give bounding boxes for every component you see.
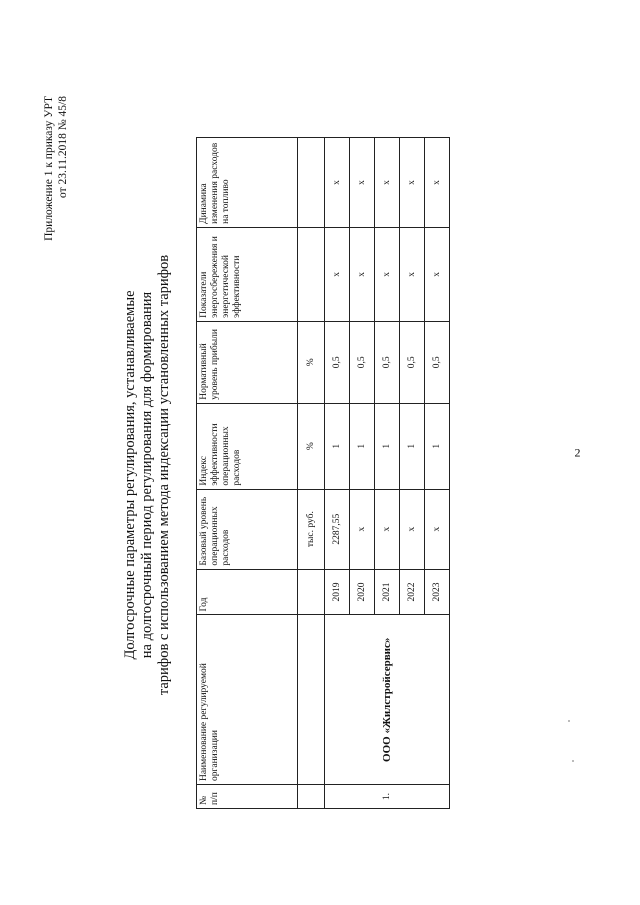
row-number-cell: 1. bbox=[325, 785, 450, 809]
header-year: Год bbox=[197, 569, 298, 615]
appendix-note bbox=[42, 96, 70, 241]
efficiency-index-cell: 1 bbox=[350, 403, 375, 489]
profit-level-cell: 0,5 bbox=[325, 321, 350, 403]
header-efficiency-index: Индекс эффективности операционных расходов bbox=[197, 403, 298, 489]
units-cell bbox=[298, 227, 325, 321]
energy-indicators-cell: х bbox=[425, 227, 450, 321]
year-cell: 2019 bbox=[325, 569, 350, 615]
parameters-table bbox=[196, 137, 450, 809]
appendix-line-1: Приложение 1 к приказу УРТ bbox=[43, 96, 55, 241]
units-cell bbox=[298, 615, 325, 785]
fuel-dynamics-cell: х bbox=[375, 138, 400, 228]
document-title bbox=[122, 145, 173, 805]
scan-speck bbox=[572, 760, 574, 762]
profit-level-cell: 0,5 bbox=[375, 321, 400, 403]
units-cell bbox=[298, 569, 325, 615]
units-cell: % bbox=[298, 321, 325, 403]
year-cell: 2021 bbox=[375, 569, 400, 615]
title-line-2: на долгосрочный период регулирования для формирования bbox=[139, 291, 155, 659]
table-header-row bbox=[197, 138, 298, 809]
header-organization: Наименование регулируемой организации bbox=[197, 615, 298, 785]
efficiency-index-cell: 1 bbox=[375, 403, 400, 489]
header-profit-level: Нормативный уровень прибыли bbox=[197, 321, 298, 403]
energy-indicators-cell: х bbox=[400, 227, 425, 321]
base-level-cell: х bbox=[400, 489, 425, 569]
efficiency-index-cell: 1 bbox=[425, 403, 450, 489]
profit-level-cell: 0,5 bbox=[400, 321, 425, 403]
organization-name: ООО «Жилстройсервис» bbox=[381, 637, 393, 762]
energy-indicators-cell: х bbox=[325, 227, 350, 321]
header-fuel-dynamics: Динамика изменения расходов на топливо bbox=[197, 138, 298, 228]
year-cell: 2020 bbox=[350, 569, 375, 615]
base-level-cell: 2287,55 bbox=[325, 489, 350, 569]
organization-cell bbox=[325, 615, 450, 785]
base-level-cell: х bbox=[350, 489, 375, 569]
title-line-3: тарифов с использованием метода индексации установленных тарифов bbox=[156, 254, 172, 696]
base-level-cell: х bbox=[425, 489, 450, 569]
header-number: № п/п bbox=[197, 785, 298, 809]
year-cell: 2022 bbox=[400, 569, 425, 615]
scan-speck bbox=[568, 720, 570, 722]
fuel-dynamics-cell: х bbox=[425, 138, 450, 228]
profit-level-cell: 0,5 bbox=[350, 321, 375, 403]
fuel-dynamics-cell: х bbox=[350, 138, 375, 228]
units-cell: % bbox=[298, 403, 325, 489]
efficiency-index-cell: 1 bbox=[325, 403, 350, 489]
table-row bbox=[325, 138, 350, 809]
energy-indicators-cell: х bbox=[350, 227, 375, 321]
base-level-cell: х bbox=[375, 489, 400, 569]
energy-indicators-cell: х bbox=[375, 227, 400, 321]
appendix-line-2: от 23.11.2018 № 45/8 bbox=[57, 96, 69, 198]
year-cell: 2023 bbox=[425, 569, 450, 615]
units-cell bbox=[298, 785, 325, 809]
profit-level-cell: 0,5 bbox=[425, 321, 450, 403]
fuel-dynamics-cell: х bbox=[400, 138, 425, 228]
units-cell: тыс. руб. bbox=[298, 489, 325, 569]
efficiency-index-cell: 1 bbox=[400, 403, 425, 489]
fuel-dynamics-cell: х bbox=[325, 138, 350, 228]
header-base-level: Базовый уровень операционных расходов bbox=[197, 489, 298, 569]
table-units-row bbox=[298, 138, 325, 809]
units-cell bbox=[298, 138, 325, 228]
page-number: 2 bbox=[574, 445, 581, 460]
title-line-1: Долгосрочные параметры регулирования, устанавливаемые bbox=[122, 290, 138, 660]
header-energy-indicators: Показатели энергосбережения и энергетической эффективности bbox=[197, 227, 298, 321]
